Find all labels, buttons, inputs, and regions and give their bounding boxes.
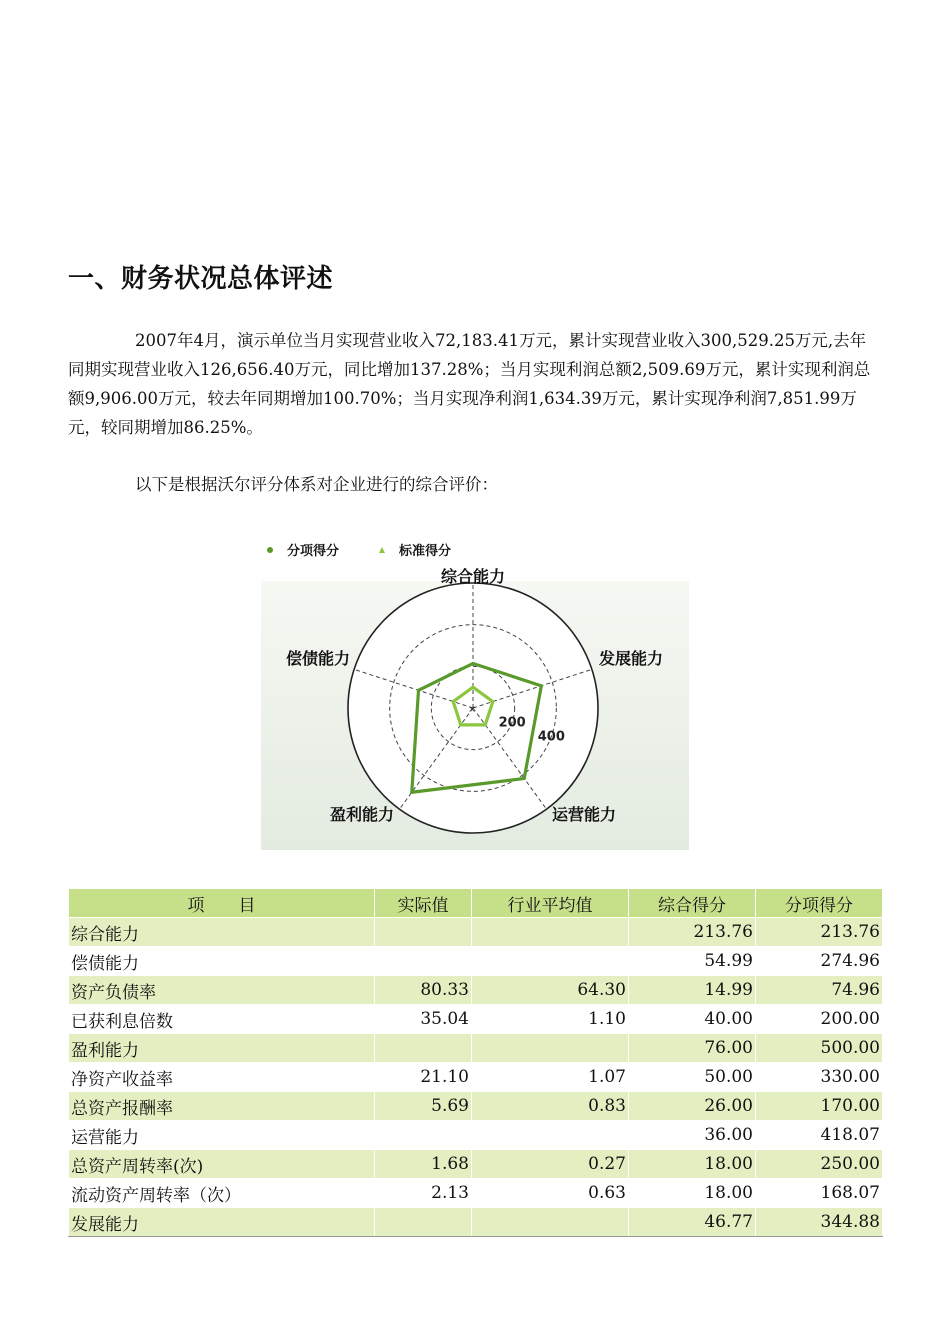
table-header-cell: 项 目 [69, 889, 375, 918]
table-cell: 0.63 [472, 1179, 629, 1208]
series-point [491, 700, 494, 703]
table-cell [375, 1034, 472, 1063]
table-cell: 18.00 [629, 1150, 756, 1179]
table-cell: 40.00 [629, 1005, 756, 1034]
table-cell [472, 1208, 629, 1237]
table-cell: 0.27 [472, 1150, 629, 1179]
summary-paragraph [68, 326, 880, 442]
table-cell: 500.00 [756, 1034, 883, 1063]
table-cell: 1.10 [472, 1005, 629, 1034]
table-cell: 36.00 [629, 1121, 756, 1150]
row-label: 运营能力 [69, 1121, 375, 1150]
row-label: 发展能力 [69, 1208, 375, 1237]
table-cell [472, 918, 629, 947]
intro-text: 以下是根据沃尔评分体系对企业进行的综合评价： [135, 475, 498, 494]
legend-marker-circle [267, 547, 273, 553]
table-row [69, 1179, 883, 1208]
row-label: 资产负债率 [69, 976, 375, 1005]
table-cell: 1.68 [375, 1150, 472, 1179]
center-marker: × [468, 705, 476, 715]
table-header-cell: 综合得分 [629, 889, 756, 918]
table-cell: 18.00 [629, 1179, 756, 1208]
table-cell: 0.83 [472, 1092, 629, 1121]
table-cell [375, 947, 472, 976]
axis-label: 运营能力 [551, 805, 617, 824]
table-row [69, 1063, 883, 1092]
table-cell: 50.00 [629, 1063, 756, 1092]
series-point [459, 723, 462, 726]
table-cell: 330.00 [756, 1063, 883, 1092]
row-label: 总资产报酬率 [69, 1092, 375, 1121]
summary-text: 2007年4月，演示单位当月实现营业收入72,183.41万元，累计实现营业收入300,529.25万元,去年同期实现营业收入126,656.40万元，同比增加137.28%；当月实现利润总额2,509.69万元，累计实现利润总额9,906.00万元，较去年同期增加100.70%；当月实现净利润1,634.39万元，累计实现净利润7,851.99万元，较同期增加86.25%。 [68, 331, 871, 437]
table-cell: 418.07 [756, 1121, 883, 1150]
table-cell: 54.99 [629, 947, 756, 976]
table-row [69, 1121, 883, 1150]
radar-chart-svg [261, 533, 689, 850]
table-row [69, 1150, 883, 1179]
series-point [472, 662, 475, 665]
table-header-row [69, 889, 883, 918]
radar-chart [261, 533, 689, 850]
legend-label: 分项得分 [287, 544, 340, 559]
table-cell: 2.13 [375, 1179, 472, 1208]
table-cell [375, 1208, 472, 1237]
table-cell: 64.30 [472, 976, 629, 1005]
row-label: 盈利能力 [69, 1034, 375, 1063]
table-cell: 274.96 [756, 947, 883, 976]
table-cell: 250.00 [756, 1150, 883, 1179]
series-point [484, 723, 487, 726]
tick-label: 400 [537, 729, 565, 745]
table-header-cell: 行业平均值 [472, 889, 629, 918]
table-cell: 1.07 [472, 1063, 629, 1092]
series-point [417, 689, 420, 692]
table-cell [375, 1121, 472, 1150]
table-row [69, 918, 883, 947]
series-point [410, 791, 413, 794]
table-row [69, 1005, 883, 1034]
table-row [69, 1208, 883, 1237]
table-cell: 168.07 [756, 1179, 883, 1208]
table-cell: 35.04 [375, 1005, 472, 1034]
table-cell: 344.88 [756, 1208, 883, 1237]
table-cell: 5.69 [375, 1092, 472, 1121]
series-point [540, 684, 543, 687]
table-cell: 21.10 [375, 1063, 472, 1092]
table-row [69, 976, 883, 1005]
table-row [69, 1034, 883, 1063]
table-cell [472, 1034, 629, 1063]
table-cell: 74.96 [756, 976, 883, 1005]
section-heading: 一、财务状况总体评述 [68, 264, 334, 294]
axis-label: 发展能力 [598, 649, 664, 668]
table-cell [375, 918, 472, 947]
axis-label: 偿债能力 [285, 649, 351, 668]
table-cell: 200.00 [756, 1005, 883, 1034]
row-label: 总资产周转率(次) [69, 1150, 375, 1179]
table-cell [472, 947, 629, 976]
table-cell: 26.00 [629, 1092, 756, 1121]
series-point [472, 686, 475, 689]
tick-label: 200 [498, 715, 526, 731]
row-label: 已获利息倍数 [69, 1005, 375, 1034]
row-label: 流动资产周转率（次） [69, 1179, 375, 1208]
axis-label: 盈利能力 [329, 805, 395, 824]
score-table [68, 888, 883, 1237]
table-cell: 213.76 [756, 918, 883, 947]
row-label: 偿债能力 [69, 947, 375, 976]
table-cell [472, 1121, 629, 1150]
legend-marker-triangle [379, 547, 385, 553]
legend-label: 标准得分 [399, 544, 452, 559]
intro-paragraph [68, 470, 880, 499]
table-cell: 76.00 [629, 1034, 756, 1063]
table-cell: 80.33 [375, 976, 472, 1005]
table-cell: 46.77 [629, 1208, 756, 1237]
table-cell: 170.00 [756, 1092, 883, 1121]
series-point [452, 700, 455, 703]
table-row [69, 947, 883, 976]
axis-label: 综合能力 [440, 567, 506, 586]
table-cell: 213.76 [629, 918, 756, 947]
table-header-cell: 分项得分 [756, 889, 883, 918]
table-cell: 14.99 [629, 976, 756, 1005]
table-header-cell: 实际值 [375, 889, 472, 918]
row-label: 净资产收益率 [69, 1063, 375, 1092]
series-point [523, 777, 526, 780]
row-label: 综合能力 [69, 918, 375, 947]
table-row [69, 1092, 883, 1121]
